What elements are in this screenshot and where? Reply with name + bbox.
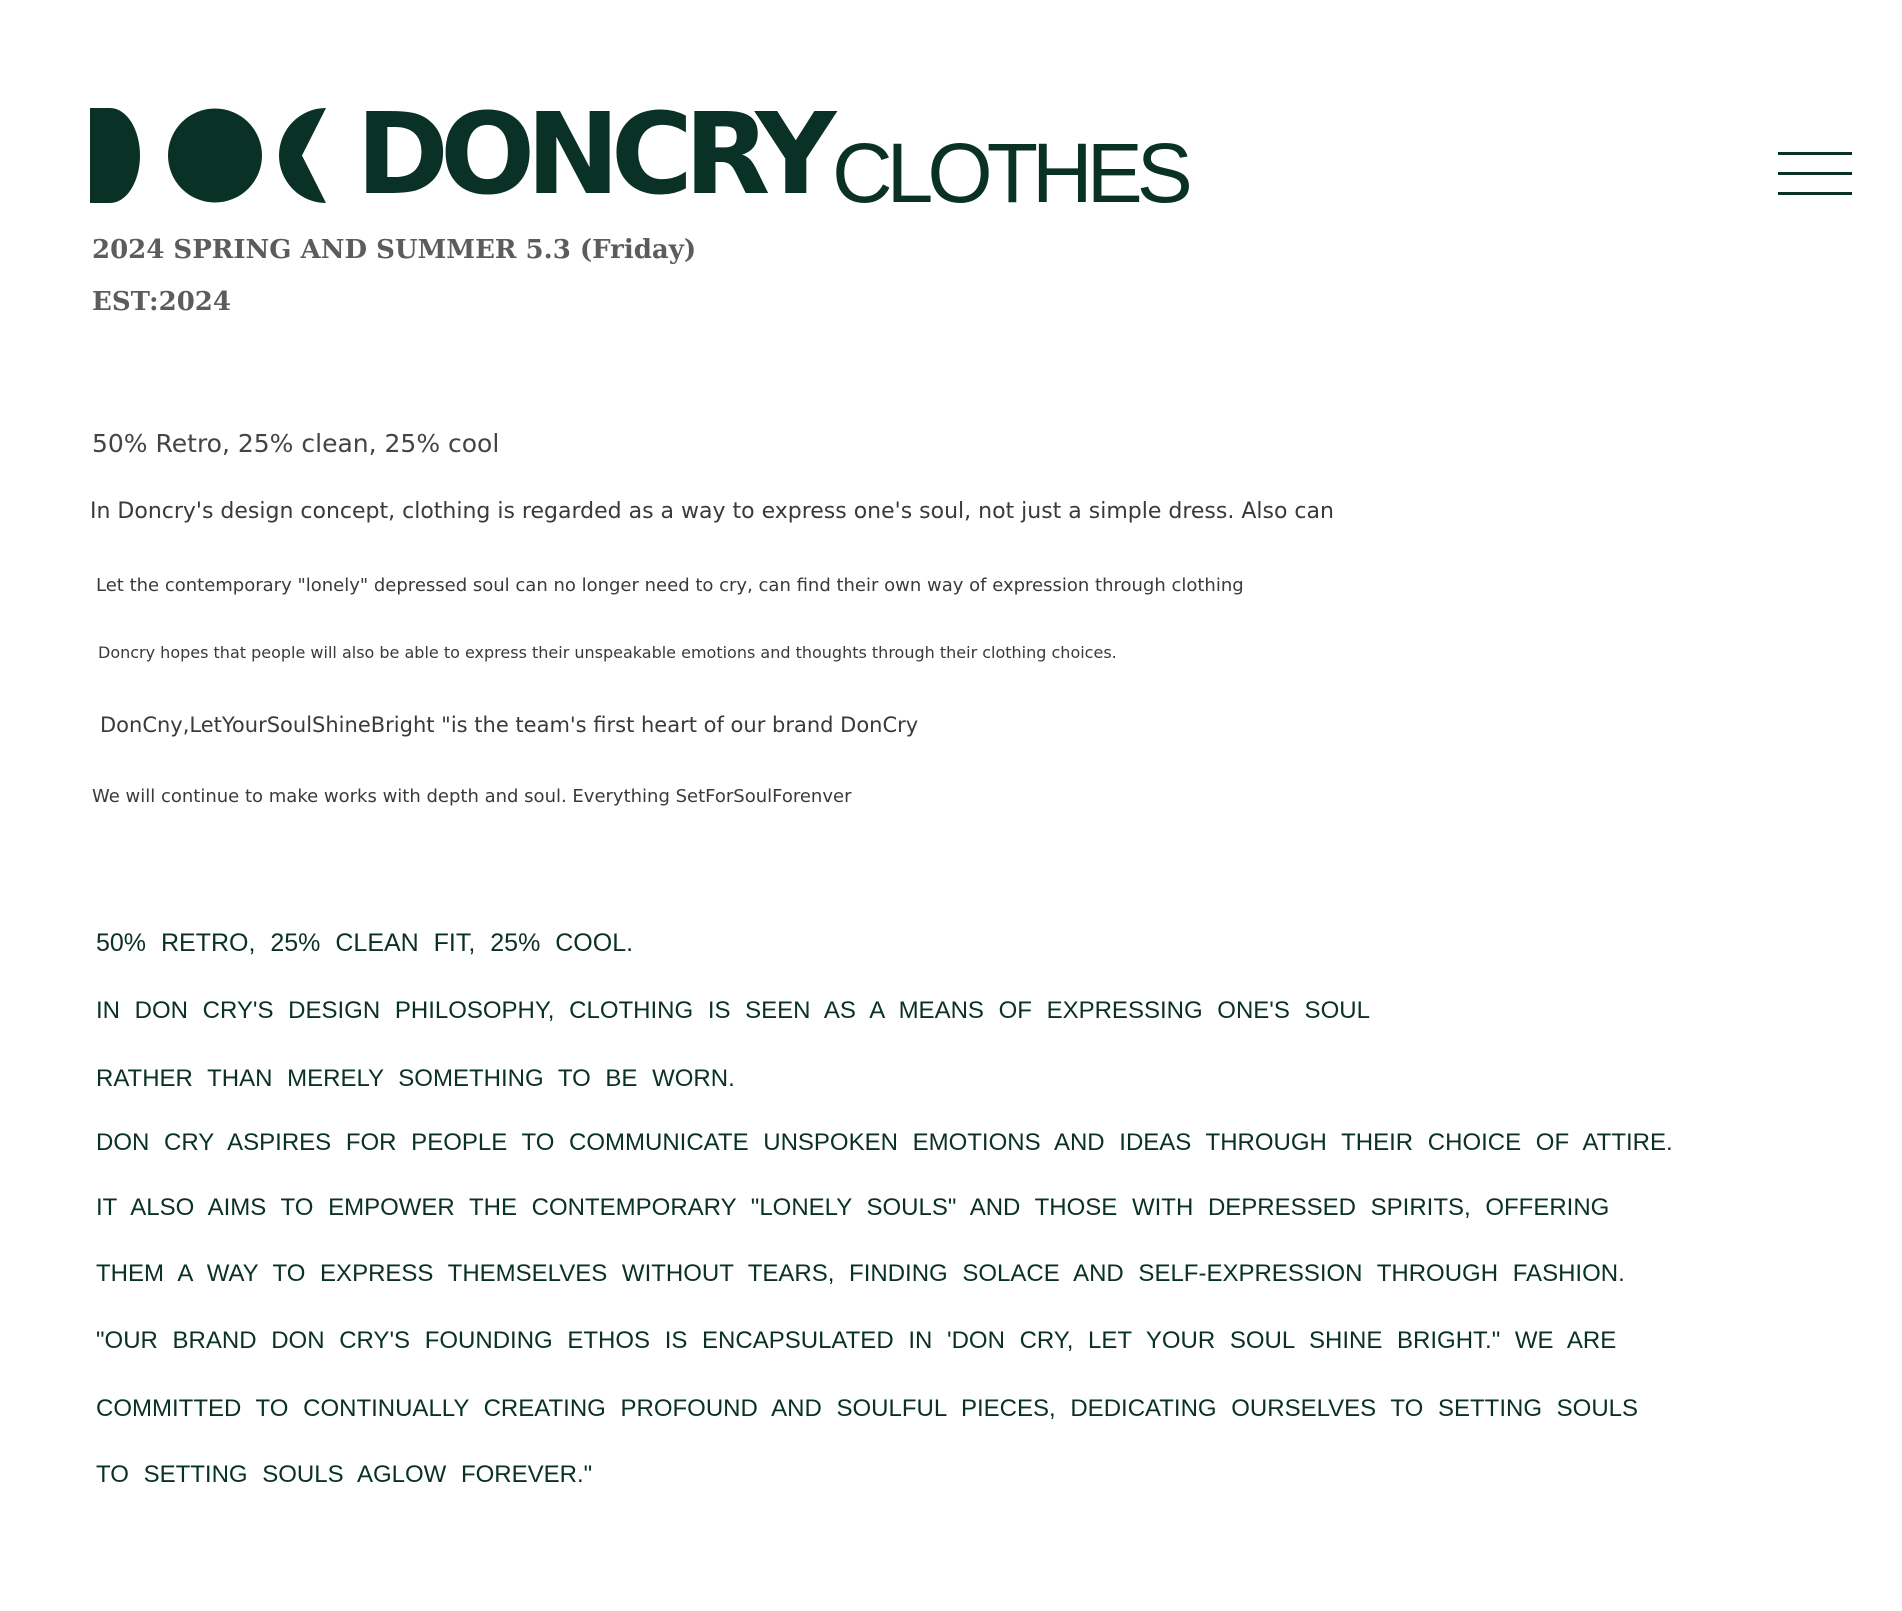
manifesto-line: DON CRY ASPIRES FOR PEOPLE TO COMMUNICATE UNSPOKEN EMOTIONS AND IDEAS THROUGH THEIR CHOICE OF ATTIRE. [96,1129,1673,1156]
intro-line: 50% Retro, 25% clean, 25% cool [92,429,500,458]
brand-suffix: CLOTHES [832,126,1187,220]
manifesto-line: "OUR BRAND DON CRY'S FOUNDING ETHOS IS ENCAPSULATED IN 'DON CRY, LET YOUR SOUL SHINE BRIGHT." WE ARE [96,1327,1617,1354]
intro-line: In Doncry's design concept, clothing is regarded as a way to express one's soul, not just a simple dress. Also can [90,499,1334,524]
brand-wordmark: DONCRY [356,90,828,220]
season-title: 2024 SPRING AND SUMMER 5.3 (Friday) [92,235,697,265]
intro-line: Let the contemporary "lonely" depressed soul can no longer need to cry, can find their own way of expression through clothing [96,575,1244,596]
manifesto-line: 50% RETRO, 25% CLEAN FIT, 25% COOL. [96,929,634,957]
est-label: EST:2024 [92,287,231,317]
manifesto-line: COMMITTED TO CONTINUALLY CREATING PROFOUND AND SOULFUL PIECES, DEDICATING OURSELVES TO SETTING SOULS [96,1395,1639,1422]
intro-line: We will continue to make works with depth and soul. Everything SetForSoulForenver [92,786,852,807]
brand-logo[interactable] [90,90,1187,220]
menu-bar [1778,172,1852,175]
logo-mark-icon [90,108,350,203]
intro-line: Doncry hopes that people will also be able to express their unspeakable emotions and thoughts through their clothing choices. [98,643,1117,662]
intro-line: DonCny,LetYourSoulShineBright "is the team's first heart of our brand DonCry [100,713,919,737]
manifesto-line: IN DON CRY'S DESIGN PHILOSOPHY, CLOTHING IS SEEN AS A MEANS OF EXPRESSING ONE'S SOUL [96,997,1370,1024]
manifesto-line: RATHER THAN MERELY SOMETHING TO BE WORN. [96,1065,735,1092]
menu-bar [1778,192,1852,195]
manifesto-line: IT ALSO AIMS TO EMPOWER THE CONTEMPORARY "LONELY SOULS" AND THOSE WITH DEPRESSED SPIRITS, OFFERING [96,1194,1610,1221]
manifesto-line: THEM A WAY TO EXPRESS THEMSELVES WITHOUT TEARS, FINDING SOLACE AND SELF-EXPRESSION THROUGH FASHION. [96,1260,1625,1287]
menu-bar [1778,152,1852,155]
manifesto-line: TO SETTING SOULS AGLOW FOREVER." [96,1461,593,1488]
hamburger-menu-icon[interactable] [1778,152,1852,198]
